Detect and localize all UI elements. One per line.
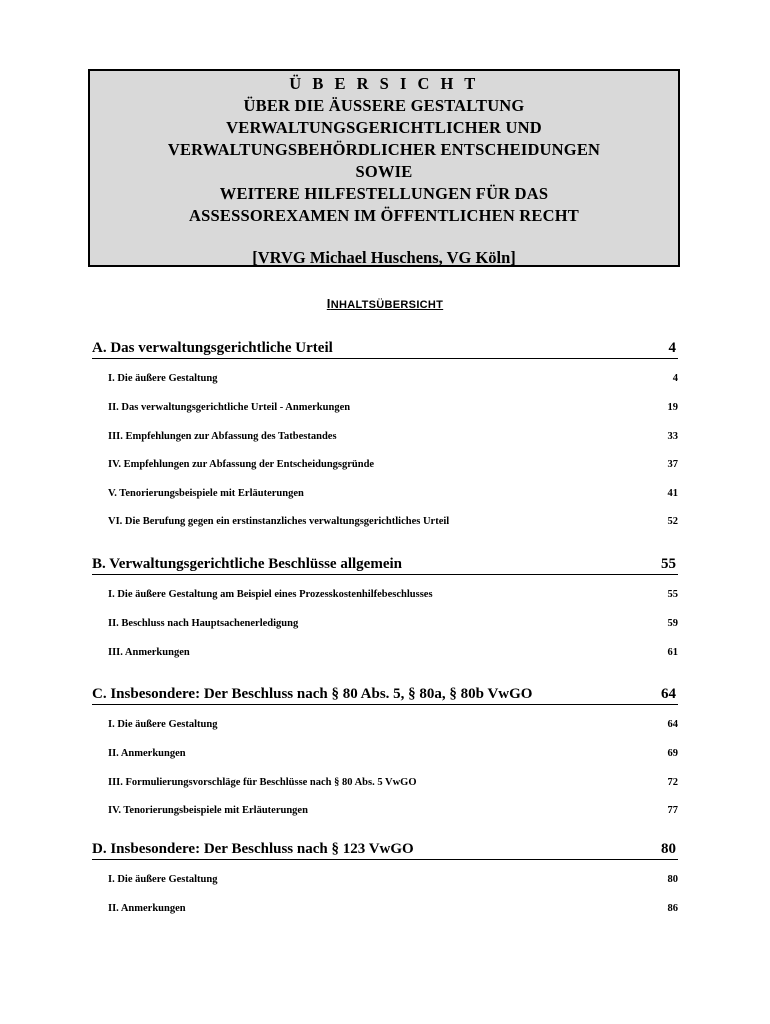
toc-section-d[interactable] bbox=[92, 840, 678, 860]
section-title: A. Das verwaltungsgerichtliche Urteil bbox=[92, 340, 333, 356]
entry-title: II. Beschluss nach Hauptsachenerledigung bbox=[108, 618, 299, 629]
entry-title: I. Die äußere Gestaltung bbox=[108, 373, 218, 384]
entry-page: 64 bbox=[667, 719, 678, 730]
toc-entry[interactable] bbox=[108, 873, 678, 887]
entry-page: 61 bbox=[667, 647, 678, 658]
toc-heading bbox=[0, 296, 770, 311]
entry-title: II. Anmerkungen bbox=[108, 903, 186, 914]
entry-page: 4 bbox=[672, 373, 678, 384]
toc-entry[interactable] bbox=[108, 776, 678, 790]
toc-entry[interactable] bbox=[108, 646, 678, 660]
section-heading[interactable] bbox=[92, 840, 678, 860]
toc-entry[interactable] bbox=[108, 458, 678, 472]
title-line: VERWALTUNGSBEHÖRDLICHER ENTSCHEIDUNGEN bbox=[167, 140, 601, 159]
entry-page: 80 bbox=[667, 874, 678, 885]
toc-section-a[interactable] bbox=[92, 339, 678, 359]
entry-title: II. Das verwaltungsgerichtliche Urteil - Anmerkungen bbox=[108, 402, 351, 413]
section-page: 4 bbox=[668, 340, 676, 356]
entry-title: VI. Die Berufung gegen ein erstinstanzliches verwaltungsgerichtliches Urteil bbox=[108, 516, 450, 527]
title-lines bbox=[90, 71, 678, 227]
section-title: D. Insbesondere: Der Beschluss nach § 123 VwGO bbox=[92, 841, 414, 857]
entry-title: III. Formulierungsvorschläge für Beschlüsse nach § 80 Abs. 5 VwGO bbox=[108, 777, 417, 788]
title-box bbox=[88, 69, 680, 267]
entry-page: 33 bbox=[667, 431, 678, 442]
title-line: Ü B E R S I C H T bbox=[289, 74, 479, 93]
entry-page: 77 bbox=[667, 805, 678, 816]
section-page: 80 bbox=[661, 841, 676, 857]
toc-entry[interactable] bbox=[108, 804, 678, 818]
entry-page: 59 bbox=[667, 618, 678, 629]
toc-entry[interactable] bbox=[108, 902, 678, 916]
toc-entry[interactable] bbox=[108, 487, 678, 501]
entry-title: IV. Tenorierungsbeispiele mit Erläuterungen bbox=[108, 805, 308, 816]
title-line: ÜBER DIE ÄUSSERE GESTALTUNG bbox=[243, 96, 525, 115]
entry-page: 69 bbox=[667, 748, 678, 759]
entry-title: IV. Empfehlungen zur Abfassung der Entscheidungsgründe bbox=[108, 459, 375, 470]
entry-page: 19 bbox=[667, 402, 678, 413]
toc-section-c[interactable] bbox=[92, 685, 678, 705]
toc-section-b[interactable] bbox=[92, 555, 678, 575]
entry-title: I. Die äußere Gestaltung am Beispiel eines Prozesskostenhilfebeschlusses bbox=[108, 589, 433, 600]
entry-title: I. Die äußere Gestaltung bbox=[108, 874, 218, 885]
section-heading[interactable] bbox=[92, 555, 678, 575]
toc-entry[interactable] bbox=[108, 588, 678, 602]
toc-heading-initial: I bbox=[326, 296, 331, 311]
entry-title: III. Anmerkungen bbox=[108, 647, 190, 658]
toc-heading-rest: NHALTSÜBERSICHT bbox=[330, 299, 444, 311]
section-title: C. Insbesondere: Der Beschluss nach § 80 Abs. 5, § 80a, § 80b VwGO bbox=[92, 686, 533, 702]
entry-title: II. Anmerkungen bbox=[108, 748, 186, 759]
author-line: [VRVG Michael Huschens, VG Köln] bbox=[252, 248, 516, 267]
toc-entry[interactable] bbox=[108, 747, 678, 761]
section-heading[interactable] bbox=[92, 339, 678, 359]
title-line: SOWIE bbox=[355, 162, 413, 181]
title-line: ASSESSOREXAMEN IM ÖFFENTLICHEN RECHT bbox=[189, 206, 579, 225]
entry-page: 72 bbox=[667, 777, 678, 788]
section-page: 55 bbox=[661, 556, 676, 572]
toc-entry[interactable] bbox=[108, 372, 678, 386]
toc-entry[interactable] bbox=[108, 430, 678, 444]
entry-page: 41 bbox=[667, 488, 678, 499]
entry-page: 37 bbox=[667, 459, 678, 470]
section-page: 64 bbox=[661, 686, 676, 702]
toc-entry[interactable] bbox=[108, 617, 678, 631]
entry-page: 86 bbox=[667, 903, 678, 914]
section-title: B. Verwaltungsgerichtliche Beschlüsse allgemein bbox=[92, 556, 402, 572]
title-line: VERWALTUNGSGERICHTLICHER UND bbox=[226, 118, 542, 137]
entry-title: I. Die äußere Gestaltung bbox=[108, 719, 218, 730]
section-heading[interactable] bbox=[92, 685, 678, 705]
entry-title: III. Empfehlungen zur Abfassung des Tatbestandes bbox=[108, 431, 337, 442]
entry-page: 52 bbox=[667, 516, 678, 527]
toc-entry[interactable] bbox=[108, 401, 678, 415]
entry-title: V. Tenorierungsbeispiele mit Erläuterungen bbox=[108, 488, 304, 499]
toc-entry[interactable] bbox=[108, 718, 678, 732]
toc-entry[interactable] bbox=[108, 515, 678, 529]
title-line: WEITERE HILFESTELLUNGEN FÜR DAS bbox=[219, 184, 549, 203]
entry-page: 55 bbox=[667, 589, 678, 600]
